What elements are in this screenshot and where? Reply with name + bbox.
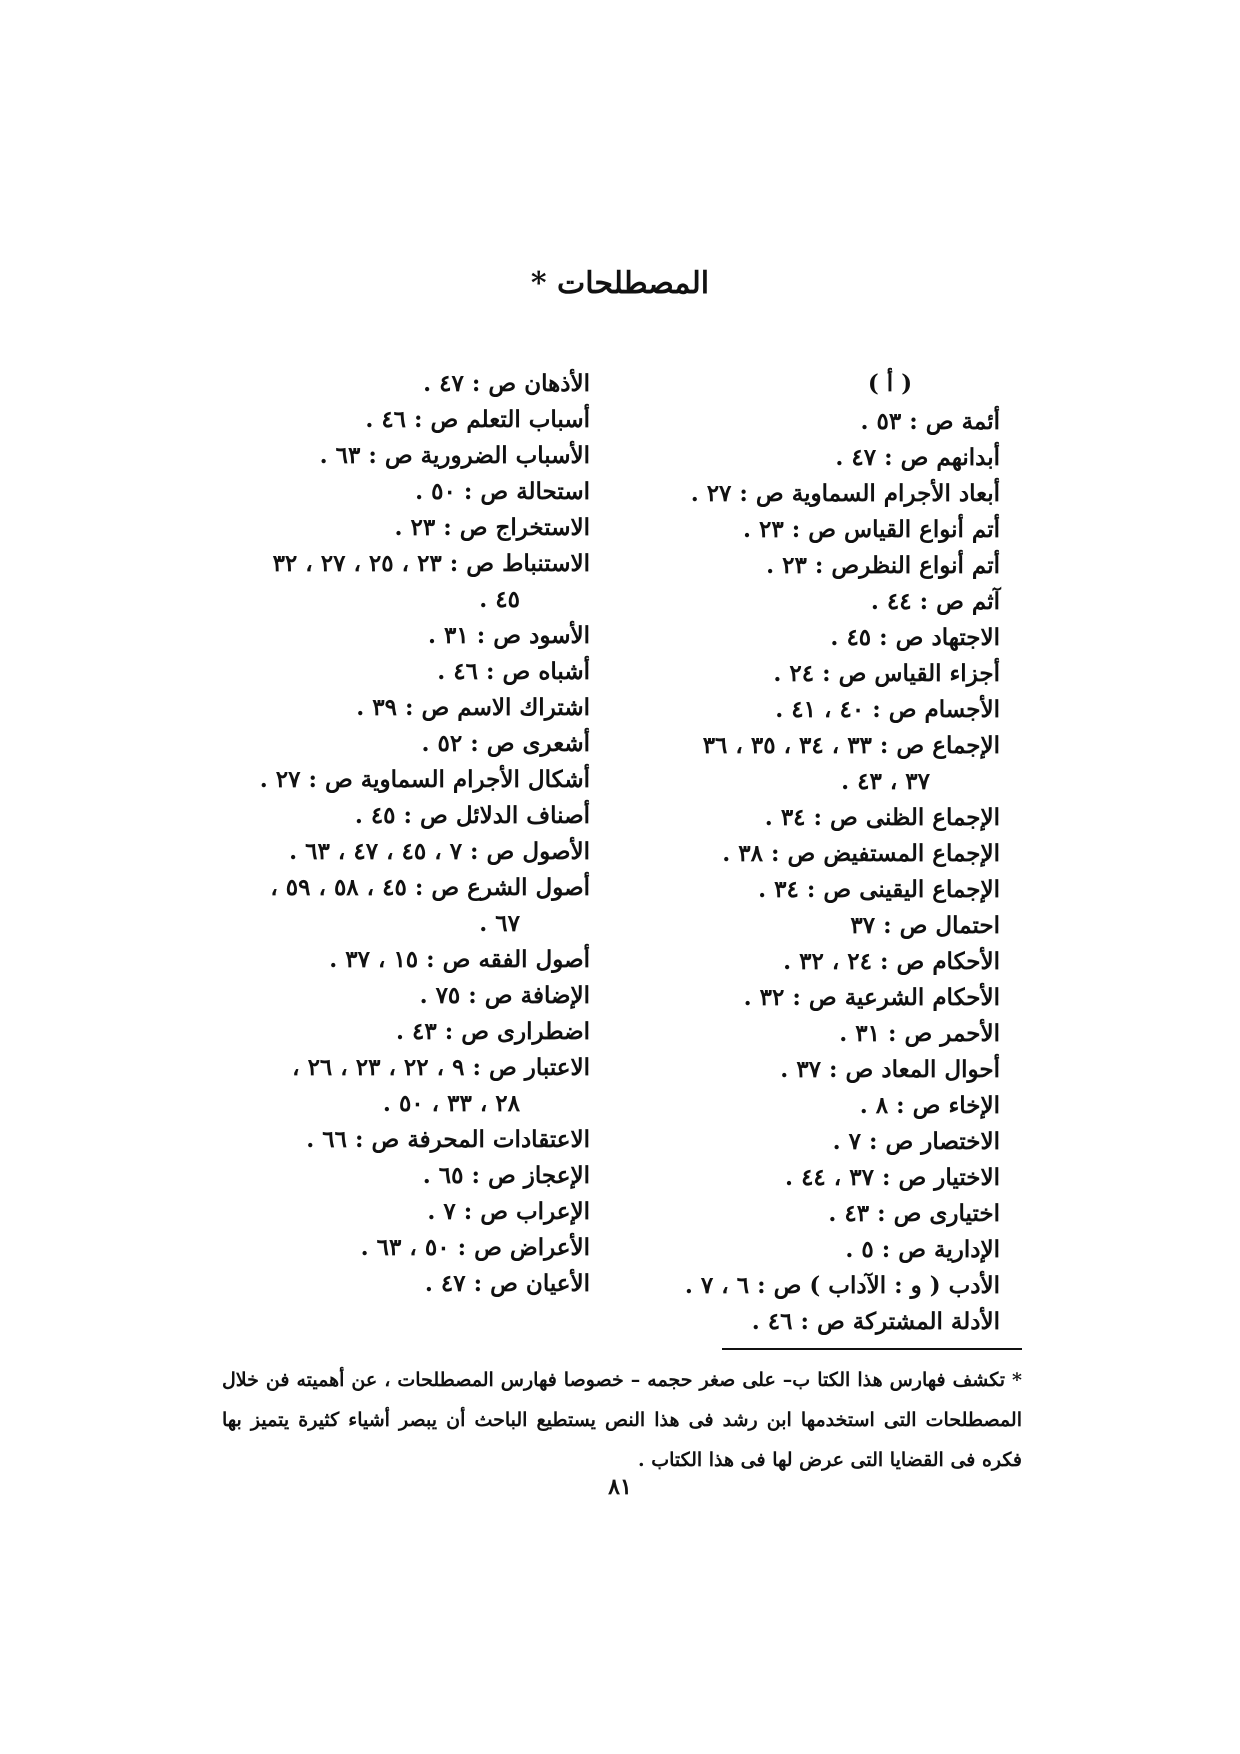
index-entry: الأعراض ص : ٥٠ ، ٦٣ . xyxy=(360,1234,590,1261)
index-entry: الإخاء ص : ٨ . xyxy=(859,1092,1000,1119)
index-entry: الاستخراج ص : ٢٣ . xyxy=(394,514,590,541)
index-entry: أشكال الأجرام السماوية ص : ٢٧ . xyxy=(259,766,590,793)
footnote: * تكشف فهارس هذا الكتا ب– على صغر حجمه – خصوصا فهارس المصطلحات ، عن أهميته فن خلال المصطلحات التى استخدمها ابن رشد فى هذا النص يستطيع الباحث أن يبصر أشياء كثيرة يتميز بها فكره فى القضايا التى عرض لها فى هذا الكتاب . xyxy=(222,1369,1022,1471)
index-entry: الأحكام الشرعية ص : ٣٢ . xyxy=(743,984,1000,1011)
index-entry: الإجماع اليقينى ص : ٣٤ . xyxy=(758,876,1000,903)
index-entry: احتمال ص : ٣٧ xyxy=(850,912,1000,939)
index-entry: أئمة ص : ٥٣ . xyxy=(860,408,1000,435)
index-entry: الاختيار ص : ٣٧ ، ٤٤ . xyxy=(785,1164,1000,1191)
index-entry: أبدانهم ص : ٤٧ . xyxy=(835,444,1000,471)
index-entry: الإدارية ص : ٥ . xyxy=(845,1236,1000,1263)
index-entry: أحوال المعاد ص : ٣٧ . xyxy=(780,1056,1000,1083)
index-entry: الإعجاز ص : ٦٥ . xyxy=(422,1162,590,1189)
index-entry: الأجسام ص : ٤٠ ، ٤١ . xyxy=(775,696,1000,723)
index-entry: أصول الشرع ص : ٤٥ ، ٥٨ ، ٥٩ ، xyxy=(270,874,590,901)
index-entry: الأحمر ص : ٣١ . xyxy=(839,1020,1000,1047)
index-entry: أسباب التعلم ص : ٤٦ . xyxy=(365,406,590,433)
index-entry: الإجماع ص : ٣٣ ، ٣٤ ، ٣٥ ، ٣٦ xyxy=(702,732,1000,759)
index-entry: أبعاد الأجرام السماوية ص : ٢٧ . xyxy=(690,480,1000,507)
index-entry: الأحكام ص : ٢٤ ، ٣٢ . xyxy=(783,948,1000,975)
index-entry: الأدب ( و : الآداب ) ص : ٦ ، ٧ . xyxy=(684,1272,1000,1299)
index-entry: الأدلة المشتركة ص : ٤٦ . xyxy=(751,1308,1000,1335)
index-entry: الإجماع المستفيض ص : ٣٨ . xyxy=(722,840,1000,867)
footnote-divider xyxy=(722,1348,1022,1350)
index-entry: اختيارى ص : ٤٣ . xyxy=(828,1200,1000,1227)
index-entry: ٦٧ . xyxy=(479,910,520,937)
index-entry: الإعراب ص : ٧ . xyxy=(427,1198,590,1225)
index-entry: الأذهان ص : ٤٧ . xyxy=(423,370,590,397)
index-entry: ٣٧ ، ٤٣ . xyxy=(841,768,930,795)
letter-heading: ( أ ) xyxy=(867,370,913,397)
index-entry: الأعيان ص : ٤٧ . xyxy=(424,1270,590,1297)
index-entry: الاختصار ص : ٧ . xyxy=(832,1128,1000,1155)
index-entry: أصناف الدلائل ص : ٤٥ . xyxy=(354,802,590,829)
index-entry: ٢٨ ، ٣٣ ، ٥٠ . xyxy=(382,1090,520,1117)
index-entry: اشتراك الاسم ص : ٣٩ . xyxy=(356,694,590,721)
index-column-left xyxy=(210,366,590,1302)
index-entry: أتم أنواع النظرص : ٢٣ . xyxy=(766,552,1000,579)
index-entry: الاستنباط ص : ٢٣ ، ٢٥ ، ٢٧ ، ٣٢ xyxy=(272,550,590,577)
index-entry: أصول الفقه ص : ١٥ ، ٣٧ . xyxy=(329,946,590,973)
index-entry: الإضافة ص : ٧٥ . xyxy=(419,982,590,1009)
index-entry: اضطرارى ص : ٤٣ . xyxy=(395,1018,590,1045)
index-entry: أشعرى ص : ٥٢ . xyxy=(421,730,590,757)
page-title: المصطلحات * xyxy=(530,266,710,301)
index-entries-left xyxy=(210,366,590,1302)
index-entry: استحالة ص : ٥٠ . xyxy=(415,478,590,505)
index-entry: آثم ص : ٤٤ . xyxy=(870,588,1000,615)
page-number: ٨١ xyxy=(608,1474,632,1500)
index-entry: الأسباب الضرورية ص : ٦٣ . xyxy=(319,442,590,469)
index-entry: الإجماع الظنى ص : ٣٤ . xyxy=(764,804,1000,831)
index-entry: الأصول ص : ٧ ، ٤٥ ، ٤٧ ، ٦٣ . xyxy=(289,838,590,865)
index-entry: أشباه ص : ٤٦ . xyxy=(437,658,590,685)
index-column-right xyxy=(580,366,1000,1340)
index-entry: الاعتقادات المحرفة ص : ٦٦ . xyxy=(306,1126,590,1153)
index-entry: الاعتبار ص : ٩ ، ٢٢ ، ٢٣ ، ٢٦ ، xyxy=(292,1054,590,1081)
index-entry: ٤٥ . xyxy=(479,586,520,613)
index-entry: الأسود ص : ٣١ . xyxy=(428,622,590,649)
index-entries-right xyxy=(580,404,1000,1340)
index-entry: أجزاء القياس ص : ٢٤ . xyxy=(773,660,1000,687)
index-entry: الاجتهاد ص : ٤٥ . xyxy=(830,624,1000,651)
index-entry: أتم أنواع القياس ص : ٢٣ . xyxy=(742,516,1000,543)
